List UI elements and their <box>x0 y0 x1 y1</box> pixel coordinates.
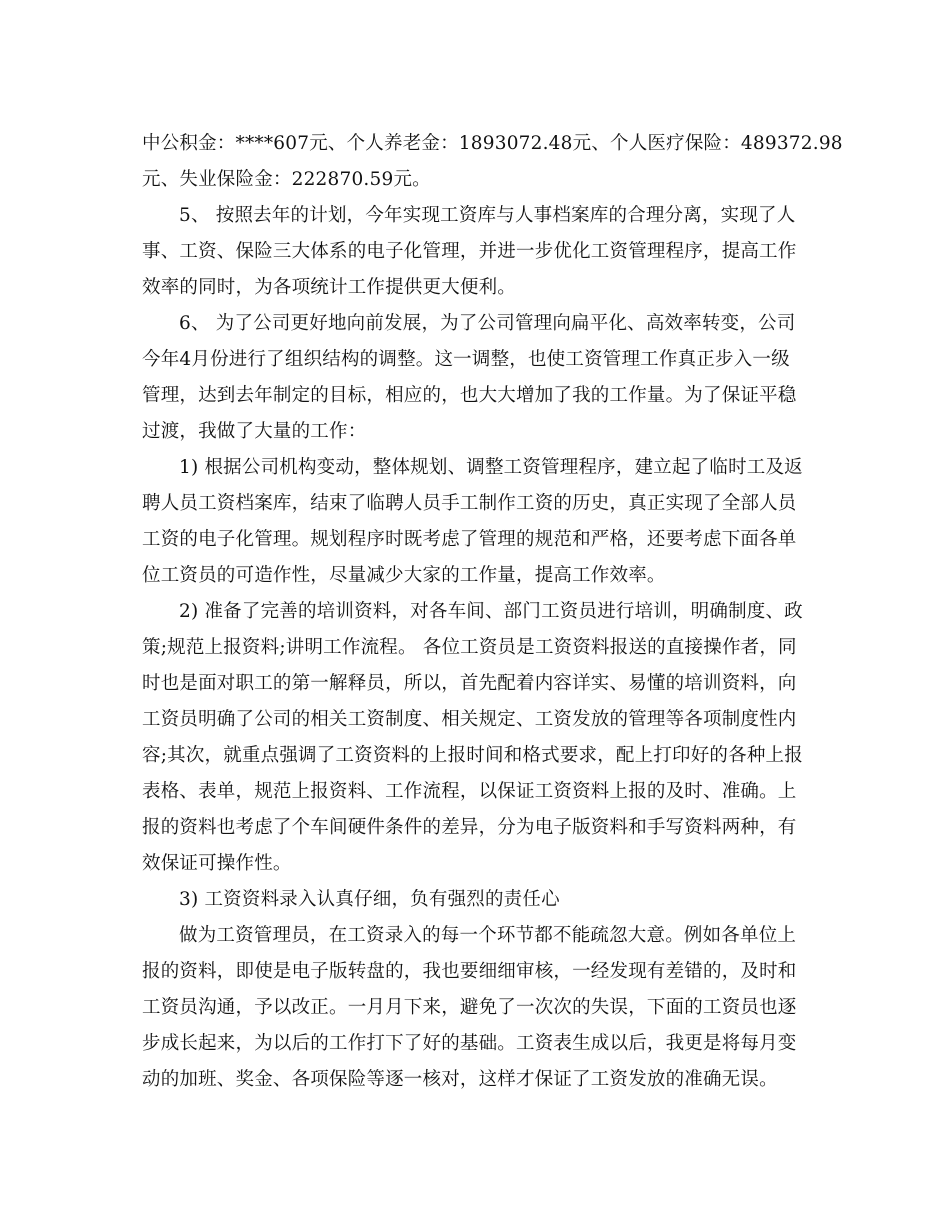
text-line: 效保证可操作性。 <box>142 853 292 874</box>
text-line: 2) 准备了完善的培训资料，对各车间、部门工资员进行培训，明确制度、政 <box>179 601 803 622</box>
text-line: 元、失业保险金：222870.59元。 <box>142 169 431 190</box>
paragraph-item-6 <box>142 306 810 450</box>
text-line: 过渡，我做了大量的工作： <box>142 421 367 442</box>
text-line: 6、 为了公司更好地向前发展，为了公司管理向扁平化、高效率转变，公司 <box>179 313 796 334</box>
text-line: 报的资料，即使是电子版转盘的，我也要细细审核，一经发现有差错的，及时和 <box>142 961 797 982</box>
text-line: 表格、表单，规范上报资料、工作流程，以保证工资资料上报的及时、准确。上 <box>142 781 797 802</box>
paragraph-subitem-1 <box>142 450 810 594</box>
text-line: 动的加班、奖金、各项保险等逐一核对，这样才保证了工资发放的准确无误。 <box>142 1069 778 1090</box>
text-line: 效率的同时，为各项统计工作提供更大便利。 <box>142 277 517 298</box>
text-line: 今年4月份进行了组织结构的调整。这一调整，也使工资管理工作真正步入一级 <box>142 349 790 370</box>
text-line: 工资的电子化管理。规划程序时既考虑了管理的规范和严格，还要考虑下面各单 <box>142 529 797 550</box>
text-line: 3) 工资资料录入认真仔细，负有强烈的责任心 <box>179 889 560 910</box>
paragraph-item-5 <box>142 198 810 306</box>
text-line: 聘人员工资档案库，结束了临聘人员手工制作工资的历史，真正实现了全部人员 <box>142 493 797 514</box>
text-line: 中公积金：****607元、个人养老金：1893072.48元、个人医疗保险：489372.98 <box>142 133 843 154</box>
paragraph-subitem-3 <box>142 882 810 918</box>
paragraph-subitem-2 <box>142 594 810 882</box>
text-line: 时也是面对职工的第一解释员，所以，首先配着内容详实、易懂的培训资料，向 <box>142 673 797 694</box>
document-body <box>142 126 843 1098</box>
paragraph-payroll-entry <box>142 918 810 1098</box>
text-line: 工资员沟通，予以改正。一月月下来，避免了一次次的失误，下面的工资员也逐 <box>142 997 797 1018</box>
text-line: 1) 根据公司机构变动，整体规划、调整工资管理程序，建立起了临时工及返 <box>179 457 803 478</box>
text-line: 5、 按照去年的计划，今年实现工资库与人事档案库的合理分离，实现了人 <box>179 205 796 226</box>
text-line: 事、工资、保险三大体系的电子化管理，并进一步优化工资管理程序，提高工作 <box>142 241 797 262</box>
text-line: 报的资料也考虑了个车间硬件条件的差异，分为电子版资料和手写资料两种，有 <box>142 817 797 838</box>
text-line: 步成长起来，为以后的工作打下了好的基础。工资表生成以后，我更是将每月变 <box>142 1033 797 1054</box>
text-line: 做为工资管理员，在工资录入的每一个环节都不能疏忽大意。例如各单位上 <box>179 925 797 946</box>
text-line: 策;规范上报资料;讲明工作流程。 各位工资员是工资资料报送的直接操作者，同 <box>142 637 797 658</box>
paragraph-fund-summary <box>142 126 843 198</box>
text-line: 容;其次，就重点强调了工资资料的上报时间和格式要求，配上打印好的各种上报 <box>142 745 803 766</box>
text-line: 工资员明确了公司的相关工资制度、相关规定、工资发放的管理等各项制度性内 <box>142 709 797 730</box>
text-line: 位工资员的可造作性，尽量减少大家的工作量，提高工作效率。 <box>142 565 666 586</box>
text-line: 管理，达到去年制定的目标，相应的，也大大增加了我的工作量。为了保证平稳 <box>142 385 797 406</box>
